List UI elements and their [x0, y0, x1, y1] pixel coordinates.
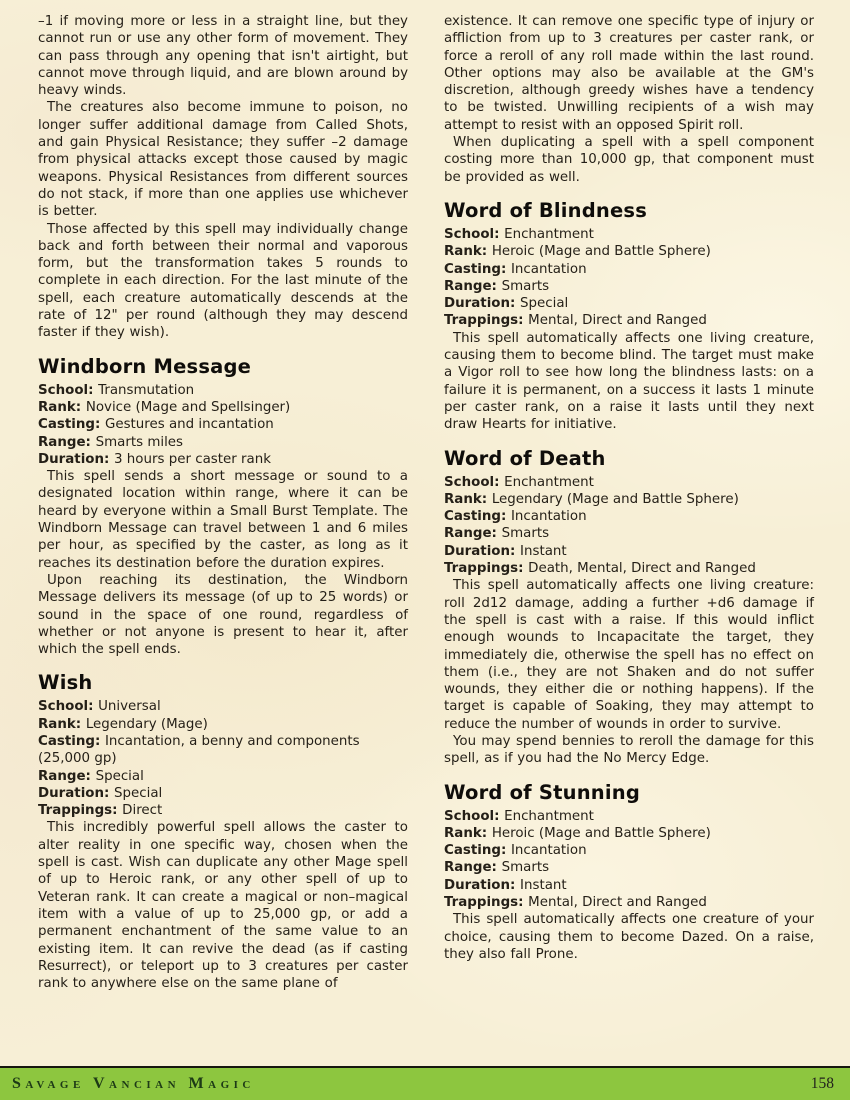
- stat-line: Duration: Instant: [444, 543, 567, 559]
- stat-label: School:: [38, 699, 99, 715]
- footer-bar: [0, 1066, 850, 1100]
- stat-label: Casting:: [444, 509, 511, 525]
- stat-line: Duration: Instant: [444, 877, 567, 893]
- stat-label: Rank:: [38, 716, 86, 732]
- spell-heading: Word of Blindness: [444, 198, 648, 222]
- stat-line: School: Enchantment: [444, 808, 594, 824]
- stat-line: School: Enchantment: [444, 226, 594, 242]
- stat-line: Duration: Special: [444, 296, 569, 312]
- spell-heading: Word of Stunning: [444, 780, 640, 804]
- stat-line: Casting: Incantation: [444, 509, 587, 525]
- stat-label: Trappings:: [444, 895, 529, 911]
- stat-label: Trappings:: [38, 803, 123, 819]
- stat-line: Trappings: Mental, Direct and Ranged: [444, 313, 707, 329]
- paragraph: existence. It can remove one specific type of injury or affliction from up to 3 creatures per caster rank, or force a reroll of any roll made within the last round. Other options may also be available at the GM's discretion, although greedy wishes have a tendency to be twisted. Unwilling recipients of a wish may attempt to resist with an opposed Spirit roll.: [444, 14, 814, 133]
- stat-line: Casting: Incantation: [444, 261, 587, 277]
- stat-label: Rank:: [444, 825, 492, 841]
- paragraph: This incredibly powerful spell allows the caster to alter reality in one specific way, chosen when the spell is cast. Wish can duplicate any other Mage spell of up to Heroic rank, or any other spell of up to Veteran rank. It can create a magical or non–magical item with a value of up to 25,000 gp, or add a permanent enchantment of the same value to an existing item. It can revive the dead (as if casting Resurrect), or teleport up to 3 creatures per caster rank to anywhere else on the same plane of: [38, 820, 408, 992]
- stat-label: Duration:: [38, 785, 115, 801]
- spell-heading: Word of Death: [444, 446, 606, 470]
- stat-line: Range: Smarts miles: [38, 434, 184, 450]
- paragraph: This spell automatically affects one living creature, causing them to become blind. The target must make a Vigor roll to see how long the blindness lasts: on a failure it is permanent, on a success it lasts 1 minute per caster rank, on a raise it lasts until they next draw Hearts for initiative.: [444, 330, 814, 433]
- paragraph: This spell automatically affects one living creature: roll 2d12 damage, adding a further +d6 damage if the spell is cast with a raise. If this would inflict enough wounds to Incapacitate the target, they immediately die, otherwise the spell has no effect on them (i.e., they are not Shaken and do not suffer wounds, they either die or nothing happens). If the target is capable of Soaking, they may attempt to reduce the number of wounds in order to survive.: [444, 578, 814, 732]
- stat-line: Range: Smarts: [444, 278, 550, 294]
- paragraph: –1 if moving more or less in a straight line, but they cannot run or use any other form of movement. They can pass through any opening that isn't airtight, but cannot move through liquid, and are blown around by heavy winds.: [38, 14, 408, 99]
- stat-line: Rank: Heroic (Mage and Battle Sphere): [444, 825, 711, 841]
- paragraph: You may spend bennies to reroll the damage for this spell, as if you had the No Mercy Edge.: [444, 733, 814, 767]
- stat-label: Trappings:: [444, 313, 529, 329]
- paragraph: When duplicating a spell with a spell component costing more than 10,000 gp, that component must be provided as well.: [444, 135, 814, 185]
- stat-line: Rank: Novice (Mage and Spellsinger): [38, 399, 291, 415]
- stat-line: Casting: Gestures and incantation: [38, 417, 274, 433]
- spell-heading: Windborn Message: [38, 354, 252, 378]
- paragraph: This spell automatically affects one creature of your choice, causing them to become Dazed. On a raise, they also fall Prone.: [444, 912, 814, 962]
- stat-line: Trappings: Death, Mental, Direct and Ranged: [444, 561, 756, 577]
- footer-chapter-title: Savage Vancian Magic: [12, 1075, 255, 1092]
- left-column: [38, 13, 408, 992]
- stat-label: School:: [444, 226, 505, 242]
- stat-label: Trappings:: [444, 561, 529, 577]
- stat-line: Range: Smarts: [444, 860, 550, 876]
- paragraph: Upon reaching its destination, the Windborn Message delivers its message (of up to 25 words) or sound in the space of one round, regardless of whether or not anyone is present to hear it, after which the spell ends.: [38, 572, 408, 658]
- stat-label: Duration:: [444, 296, 521, 312]
- stat-label: School:: [444, 808, 505, 824]
- stat-label: School:: [444, 474, 505, 490]
- stat-line: Range: Smarts: [444, 526, 550, 542]
- stat-label: Rank:: [38, 399, 86, 415]
- stat-line: Duration: Special: [38, 785, 163, 801]
- stat-line: Casting: Incantation: [444, 843, 587, 859]
- stat-label: Rank:: [444, 244, 492, 260]
- paragraph: The creatures also become immune to poison, no longer suffer additional damage from Called Shots, and gain Physical Resistance; they suffer –2 damage from physical attacks except those caused by magic weapons. Physical Resistances from different sources do not stack, if more than one applies use whichever is better.: [38, 100, 408, 220]
- stat-label: Range:: [38, 434, 96, 450]
- paragraph: This spell sends a short message or sound to a designated location within range, where it can be heard by everyone within a Small Burst Template. The Windborn Message can travel between 1 and 6 miles per hour, as specified by the caster, as long as it reaches its destination before the duration expires.: [38, 469, 408, 571]
- stat-label: Duration:: [444, 543, 521, 559]
- stat-line: Duration: 3 hours per caster rank: [38, 451, 271, 467]
- paragraph: Those affected by this spell may individually change back and forth between their normal and vaporous form, but the transformation takes 5 rounds to complete in each direction. For the last minute of the spell, each creature automatically descends at the rate of 12" per round (although they may descend faster if they wish).: [38, 221, 408, 341]
- stat-label: Casting:: [444, 261, 511, 277]
- right-column: [444, 13, 814, 992]
- stat-line: Rank: Heroic (Mage and Battle Sphere): [444, 244, 711, 260]
- stat-line: School: Transmutation: [38, 382, 195, 398]
- stat-label: Duration:: [38, 451, 115, 467]
- stat-line: Rank: Legendary (Mage and Battle Sphere): [444, 491, 739, 507]
- stat-label: Casting:: [444, 843, 511, 859]
- stat-label: Casting:: [38, 417, 105, 433]
- stat-label: Range:: [444, 278, 502, 294]
- stat-label: Casting:: [38, 733, 105, 749]
- stat-line: School: Enchantment: [444, 474, 594, 490]
- stat-line: Casting: Incantation, a benny and components (25,000 gp): [38, 733, 360, 767]
- stat-line: Trappings: Direct: [38, 803, 163, 819]
- stat-label: School:: [38, 382, 99, 398]
- page-number: 158: [810, 1075, 834, 1092]
- stat-line: Trappings: Mental, Direct and Ranged: [444, 895, 707, 911]
- stat-line: Range: Special: [38, 768, 144, 784]
- stat-line: Rank: Legendary (Mage): [38, 716, 208, 732]
- stat-line: School: Universal: [38, 699, 161, 715]
- stat-label: Range:: [444, 860, 502, 876]
- stat-label: Duration:: [444, 877, 521, 893]
- stat-label: Rank:: [444, 491, 492, 507]
- stat-label: Range:: [38, 768, 96, 784]
- spell-heading: Wish: [38, 671, 93, 695]
- stat-label: Range:: [444, 526, 502, 542]
